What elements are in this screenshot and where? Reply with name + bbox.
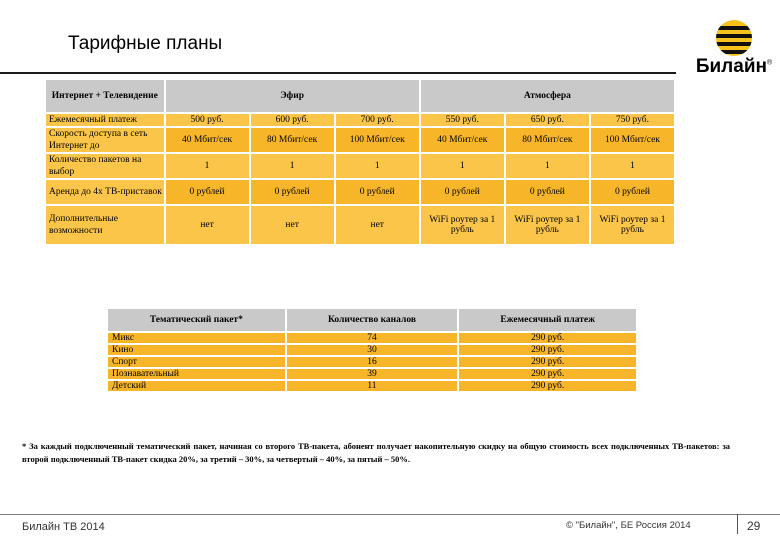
table-cell: 0 рублей <box>591 180 674 204</box>
table-cell: 500 руб. <box>166 114 249 126</box>
channels-header: Количество каналов <box>287 309 458 331</box>
table-row <box>46 154 674 178</box>
table-cell: WiFi роутер за 1 рубль <box>421 206 504 244</box>
table-row <box>108 381 636 391</box>
package-price: 290 руб. <box>459 357 636 367</box>
package-name: Спорт <box>108 357 285 367</box>
table-cell: 100 Мбит/сек <box>336 128 419 152</box>
row-label: Дополнительные возможности <box>46 206 164 244</box>
package-name: Кино <box>108 345 285 355</box>
channel-count: 11 <box>287 381 458 391</box>
package-name: Познавательный <box>108 369 285 379</box>
group-header-efir: Эфир <box>166 80 419 112</box>
table-cell: 1 <box>591 154 674 178</box>
package-price: 290 руб. <box>459 333 636 343</box>
page-number: 29 <box>747 519 761 533</box>
beeline-logo <box>692 18 776 78</box>
table-row <box>108 345 636 355</box>
table-row <box>108 333 636 343</box>
table-row <box>46 114 674 126</box>
package-price: 290 руб. <box>459 369 636 379</box>
footer-left: Билайн ТВ 2014 <box>22 521 105 533</box>
page-number-separator <box>737 514 738 534</box>
row-label: Скорость доступа в сеть Интернет до <box>46 128 164 152</box>
slide-title: Тарифные планы <box>68 33 223 54</box>
table-row <box>108 357 636 367</box>
table-cell: 40 Мбит/сек <box>421 128 504 152</box>
table-cell: 1 <box>421 154 504 178</box>
row-label: Аренда до 4х ТВ-приставок <box>46 180 164 204</box>
footnote: * За каждый подключенный тематический пакет, начиная со второго ТВ-пакета, абонент получает накопительную скидку на общую стоимость всех подключенных ТВ-пакетов: за второй подключенный ТВ-пакет скидка 20%, за третий – 30%, за четвертый – 40%, за пятый – 50%. <box>22 441 730 464</box>
table-cell: нет <box>251 206 334 244</box>
table-cell: 0 рублей <box>336 180 419 204</box>
row-label: Ежемесячный платеж <box>46 114 164 126</box>
table-cell: нет <box>166 206 249 244</box>
table-row <box>108 369 636 379</box>
row-label: Количество пакетов на выбор <box>46 154 164 178</box>
table-cell: 100 Мбит/сек <box>591 128 674 152</box>
registered-mark: ® <box>766 59 773 67</box>
price-header: Ежемесячный платеж <box>459 309 636 331</box>
table-cell: 700 руб. <box>336 114 419 126</box>
table-row <box>46 180 674 204</box>
table-cell: 80 Мбит/сек <box>251 128 334 152</box>
table-cell: 1 <box>336 154 419 178</box>
copyright: © "Билайн", БЕ Россия 2014 <box>566 520 691 531</box>
table-cell: нет <box>336 206 419 244</box>
table-cell: 550 руб. <box>421 114 504 126</box>
footer-divider <box>0 514 780 515</box>
table-cell: 80 Мбит/сек <box>506 128 589 152</box>
table-cell: 0 рублей <box>421 180 504 204</box>
package-header: Тематический пакет* <box>108 309 285 331</box>
logo-wordmark <box>692 56 776 78</box>
tariff-corner-header: Интернет + Телевидение <box>46 80 164 112</box>
table-cell: 40 Мбит/сек <box>166 128 249 152</box>
channel-count: 39 <box>287 369 458 379</box>
table-cell: 1 <box>506 154 589 178</box>
package-name: Детский <box>108 381 285 391</box>
package-table <box>106 307 638 393</box>
table-cell: 0 рублей <box>166 180 249 204</box>
table-cell: 0 рублей <box>506 180 589 204</box>
table-cell: 1 <box>166 154 249 178</box>
title-underline <box>0 72 676 74</box>
channel-count: 74 <box>287 333 458 343</box>
channel-count: 16 <box>287 357 458 367</box>
table-cell: 600 руб. <box>251 114 334 126</box>
channel-count: 30 <box>287 345 458 355</box>
table-row <box>46 206 674 244</box>
table-cell: 1 <box>251 154 334 178</box>
beeline-ball-icon <box>692 18 776 58</box>
tariff-table <box>44 78 676 246</box>
table-cell: 0 рублей <box>251 180 334 204</box>
package-price: 290 руб. <box>459 381 636 391</box>
group-header-atmosfera: Атмосфера <box>421 80 674 112</box>
table-cell: 750 руб. <box>591 114 674 126</box>
table-cell: 650 руб. <box>506 114 589 126</box>
table-cell: WiFi роутер за 1 рубль <box>591 206 674 244</box>
table-row <box>46 128 674 152</box>
logo-name: Билайн <box>695 56 767 77</box>
package-price: 290 руб. <box>459 345 636 355</box>
package-name: Микс <box>108 333 285 343</box>
table-cell: WiFi роутер за 1 рубль <box>506 206 589 244</box>
